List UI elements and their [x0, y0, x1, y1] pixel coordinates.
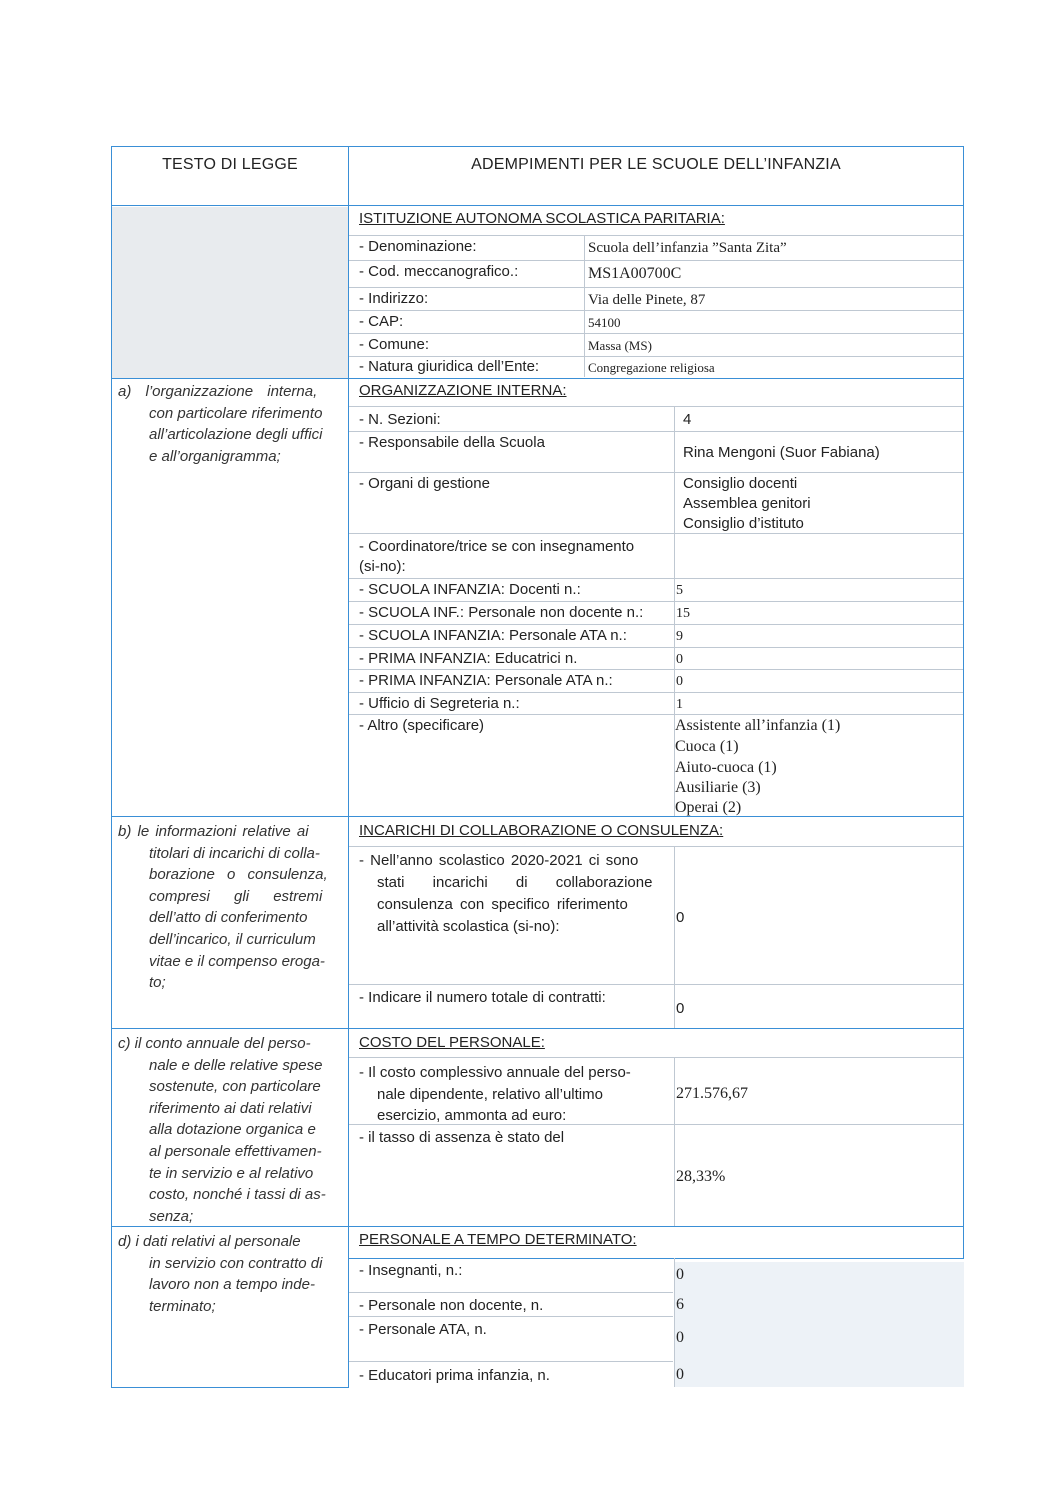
organizzazione-title: ORGANIZZAZIONE INTERNA: [359, 382, 567, 399]
istituzione-value: 54100 [588, 315, 621, 330]
istituzione-value: Congregazione religiosa [588, 360, 715, 375]
tempo-label: - Insegnanti, n.: [359, 1262, 463, 1279]
incarichi-question: all’attività scolastica (si-no): [377, 918, 560, 935]
coordinatore-label: (si-no): [359, 558, 406, 575]
legal-line: alla dotazione organica e [149, 1121, 316, 1139]
staff-value: 0 [676, 652, 683, 667]
assenza-value: 28,33% [676, 1168, 726, 1185]
tempo-determinato-title: PERSONALE A TEMPO DETERMINATO: [359, 1231, 637, 1248]
value-column-shade [674, 1262, 964, 1387]
tempo-label: - Personale non docente, n. [359, 1297, 544, 1314]
staff-label: - SCUOLA INF.: Personale non docente n.: [359, 604, 644, 621]
incarichi-value: 0 [676, 909, 685, 926]
organi-value: Consiglio d’istituto [683, 515, 804, 532]
staff-value: 0 [676, 674, 683, 689]
responsabile-value: Rina Mengoni (Suor Fabiana) [683, 444, 880, 461]
incarichi-title: INCARICHI DI COLLABORAZIONE O CONSULENZA: [359, 822, 724, 839]
costo-label: nale dipendente, relativo all’ultimo [377, 1086, 603, 1103]
legal-line: con particolare riferimento [149, 404, 323, 422]
altro-value: Assistente all’infanzia (1) [675, 717, 841, 734]
istituzione-label: - Denominazione: [359, 238, 477, 255]
tempo-value: 0 [676, 1329, 684, 1346]
n-sezioni-value: 4 [683, 411, 692, 428]
staff-label: - SCUOLA INFANZIA: Docenti n.: [359, 581, 581, 598]
istituzione-label: - Indirizzo: [359, 290, 429, 307]
legal-line: in servizio con contratto di [149, 1254, 323, 1272]
tempo-label: - Personale ATA, n. [359, 1321, 487, 1338]
staff-value: 5 [676, 583, 683, 598]
organi-value: Consiglio docenti [683, 475, 798, 492]
staff-label: - PRIMA INFANZIA: Personale ATA n.: [359, 672, 613, 689]
altro-value: Cuoca (1) [675, 738, 739, 755]
legal-line: al personale effettivamen- [149, 1142, 322, 1160]
tempo-value: 6 [676, 1296, 684, 1313]
organi-label: - Organi di gestione [359, 475, 490, 492]
legal-line: a) l’organizzazione interna, [118, 383, 318, 400]
incarichi-question: stati incarichi di collaborazione [377, 874, 653, 891]
istituzione-value: Scuola dell’infanzia ”Santa Zita” [588, 240, 787, 256]
n-sezioni-label: - N. Sezioni: [359, 411, 441, 428]
costo-value: 271.576,67 [676, 1085, 748, 1102]
costo-label: esercizio, ammonta ad euro: [377, 1107, 567, 1124]
legal-line: sostenute, con particolare [149, 1078, 321, 1096]
staff-label: - PRIMA INFANZIA: Educatrici n. [359, 650, 578, 667]
legal-line: e all’organigramma; [149, 447, 281, 465]
altro-value: Operai (2) [675, 799, 742, 816]
contratti-label: - Indicare il numero totale di contratti: [359, 989, 606, 1006]
organi-value: Assemblea genitori [683, 495, 811, 512]
legal-line: dell’atto di conferimento [149, 909, 308, 927]
legal-line: titolari di incarichi di colla- [149, 844, 320, 862]
legal-line: borazione o consulenza, [149, 866, 328, 884]
staff-value: 9 [676, 629, 683, 644]
legal-text-a [118, 381, 340, 467]
staff-value: 15 [676, 606, 690, 621]
legal-line: b) le informazioni relative ai [118, 823, 309, 840]
legal-line: c) il conto annuale del perso- [118, 1035, 311, 1052]
altro-label: - Altro (specificare) [359, 717, 485, 734]
legal-line: vitae e il compenso eroga- [149, 952, 325, 970]
tempo-label: - Educatori prima infanzia, n. [359, 1367, 550, 1384]
costo-title: COSTO DEL PERSONALE: [359, 1034, 545, 1051]
istituzione-label: - Natura giuridica dell’Ente: [359, 358, 540, 375]
responsabile-label: - Responsabile della Scuola [359, 434, 545, 451]
costo-label: - Il costo complessivo annuale del perso- [359, 1064, 631, 1081]
assenza-label: - il tasso di assenza è stato del [359, 1129, 565, 1146]
legal-line: dell’incarico, il curriculum [149, 930, 316, 948]
istituzione-title: ISTITUZIONE AUTONOMA SCOLASTICA PARITARIA: [359, 210, 725, 227]
legal-line: nale e delle relative spese [149, 1056, 323, 1074]
altro-value: Aiuto-cuoca (1) [675, 759, 777, 776]
legal-line: all’articolazione degli uffici [149, 426, 323, 444]
legal-line: d) i dati relativi al personale [118, 1233, 301, 1250]
legal-line: costo, nonché i tassi di as- [149, 1186, 326, 1204]
incarichi-question: consulenza con specifico riferimento [377, 896, 628, 913]
istituzione-value: Via delle Pinete, 87 [588, 292, 706, 308]
contratti-value: 0 [676, 1000, 685, 1017]
staff-label: - Ufficio di Segreteria n.: [359, 695, 520, 712]
legal-line: senza; [149, 1207, 194, 1225]
coordinatore-label: - Coordinatore/trice se con insegnamento [359, 538, 635, 555]
legal-line: lavoro non a tempo inde- [149, 1276, 315, 1294]
legal-text-c [118, 1033, 340, 1227]
altro-value: Ausiliarie (3) [675, 779, 761, 796]
staff-label: - SCUOLA INFANZIA: Personale ATA n.: [359, 627, 627, 644]
tempo-value: 0 [676, 1266, 684, 1283]
istituzione-label: - Cod. meccanografico.: [359, 263, 519, 280]
istituzione-value: MS1A00700C [588, 265, 682, 282]
header-legal-text: TESTO DI LEGGE [162, 156, 298, 173]
legal-line: te in servizio e al relativo [149, 1164, 314, 1182]
istituzione-label: - CAP: [359, 313, 404, 330]
legal-line: compresi gli estremi [149, 887, 323, 905]
staff-value: 1 [676, 697, 683, 712]
incarichi-question: - Nell’anno scolastico 2020-2021 ci sono [359, 852, 639, 869]
legal-placeholder-shade [112, 207, 348, 379]
legal-text-b [118, 821, 340, 994]
legal-line: terminato; [149, 1297, 216, 1315]
legal-line: to; [149, 974, 166, 992]
header-requirements: ADEMPIMENTI PER LE SCUOLE DELL’INFANZIA [471, 156, 841, 173]
tempo-value: 0 [676, 1366, 684, 1383]
legal-line: riferimento ai dati relativi [149, 1099, 312, 1117]
legal-text-d [118, 1231, 340, 1317]
istituzione-label: - Comune: [359, 336, 430, 353]
istituzione-value: Massa (MS) [588, 338, 652, 353]
